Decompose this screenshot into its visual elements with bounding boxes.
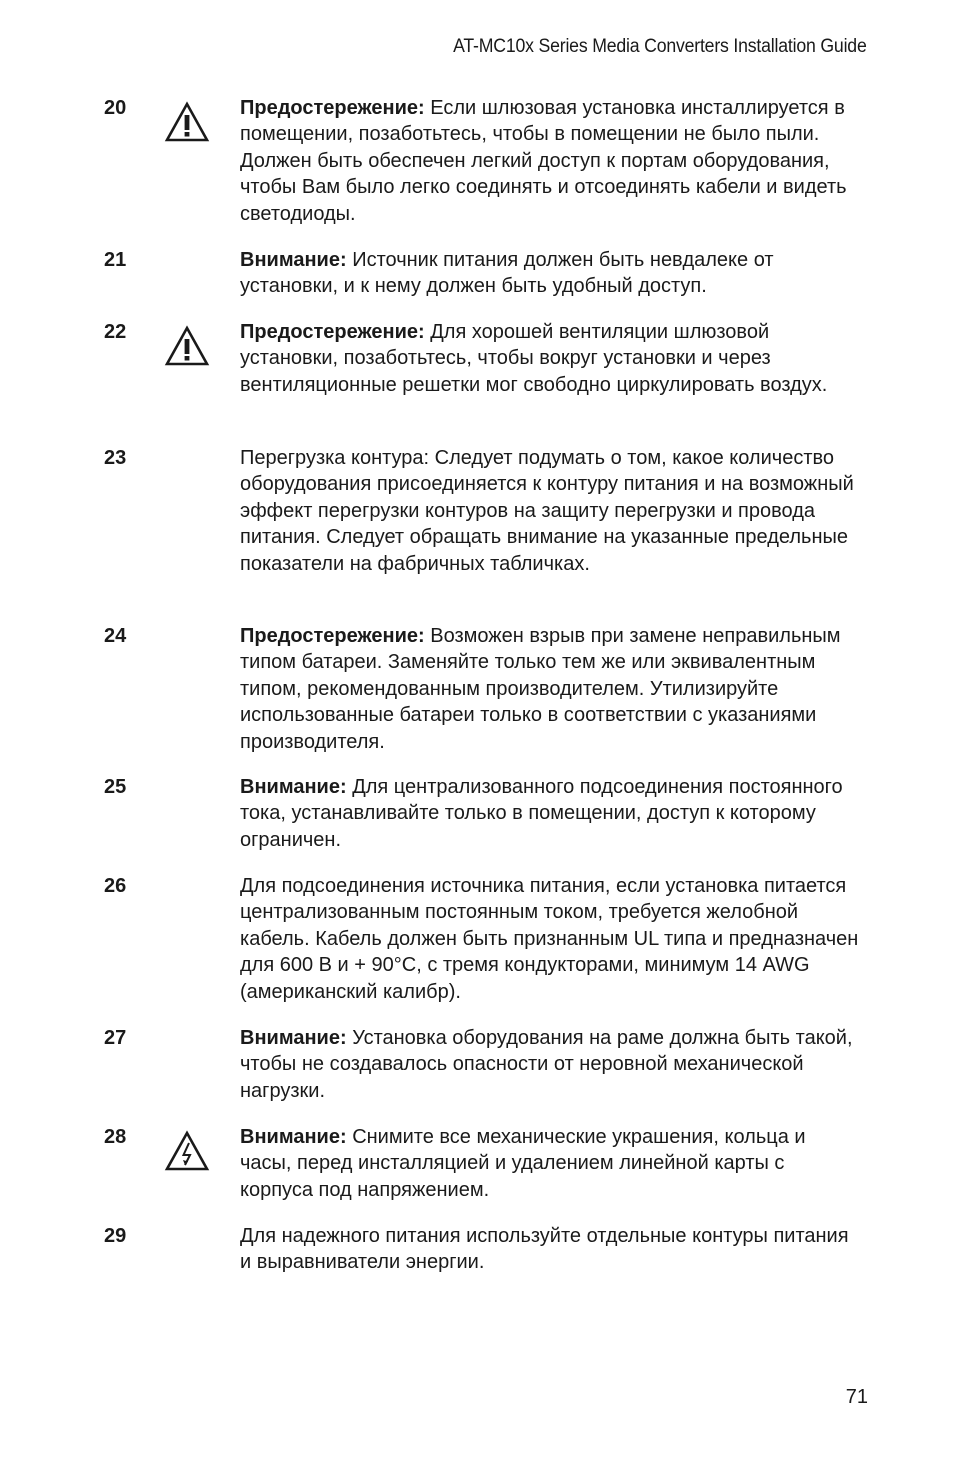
entry-text [240, 1223, 860, 1276]
entry-label: Внимание: [240, 1126, 347, 1148]
entry-body: Для подсоединения источника питания, если установка питается централизованным постоянным током, требуется желобной кабель. Кабель должен быть признанным UL типа и предназначен для 600 В и + 90°C, с тремя кондукторами, минимум 14 AWG (американский калибр). [240, 875, 859, 1003]
entry-number: 27 [104, 1027, 127, 1049]
entry-text [240, 95, 860, 227]
entry-number: 20 [104, 97, 127, 119]
entry-body: Снимите все механические украшения, кольца и часы, перед инсталляцией и удалением линейной карты с корпуса под напряжением. [240, 1126, 806, 1201]
entry-text [240, 873, 860, 1005]
entry-body: Если шлюзовая установка инсталлируется в помещении, позаботьтесь, чтобы в помещении не было пыли. Должен быть обеспечен легкий доступ к портам оборудования, чтобы Вам было легко соединять и отсоединять кабели и видеть светодиоды. [240, 97, 847, 225]
entry-text [240, 247, 860, 300]
electrical-hazard-icon [164, 1130, 210, 1172]
entry-number: 25 [104, 776, 127, 798]
entry-body: Для хорошей вентиляции шлюзовой установки, позаботьтесь, чтобы вокруг установки и через вентиляционные решетки мог свободно циркулировать воздух. [240, 321, 828, 396]
entry-label: Внимание: [240, 1027, 347, 1049]
entry-label: Предостережение: [240, 625, 425, 647]
entry-body: Установка оборудования на раме должна быть такой, чтобы не создавалось опасности от неровной механической нагрузки. [240, 1027, 853, 1102]
entry-number: 24 [104, 625, 127, 647]
entry-label: Предостережение: [240, 321, 425, 343]
entry-text [240, 1025, 860, 1104]
entry-number: 23 [104, 447, 127, 469]
page-header: AT-MC10x Series Media Converters Installation Guide [453, 36, 867, 57]
entry-text [240, 1124, 860, 1203]
entry-body: Перегрузка контура: Следует подумать о том, какое количество оборудования присоединяется к контуру питания и на возможный эффект перегрузки контуров на защиту перегрузки и провода питания. Следует обращать внимание на указанные предельные показатели на фабричных табличках. [240, 447, 854, 575]
warning-icon [164, 101, 210, 143]
page-number: 71 [845, 1386, 868, 1408]
entry-text [240, 774, 860, 853]
entry-text [240, 445, 860, 577]
entry-body: Для централизованного подсоединения постоянного тока, устанавливайте только в помещении, доступ к которому ограничен. [240, 776, 843, 851]
entry-text [240, 623, 860, 755]
entry-number: 26 [104, 875, 127, 897]
entry-number: 21 [104, 249, 127, 271]
entry-body: Для надежного питания используйте отдельные контуры питания и выравниватели энергии. [240, 1225, 849, 1274]
entry-label: Предостережение: [240, 97, 425, 119]
entry-text [240, 319, 860, 398]
entry-body: Источник питания должен быть невдалеке от установки, и к нему должен быть удобный доступ. [240, 249, 774, 298]
entry-body: Возможен взрыв при замене неправильным типом батареи. Заменяйте только тем же или эквивалентным типом, рекомендованным производителем. Утилизируйте использованные батареи только в соответствии с указаниями производителя. [240, 625, 841, 753]
entry-number: 29 [104, 1225, 127, 1247]
warning-icon [164, 325, 210, 367]
entry-label: Внимание: [240, 776, 347, 798]
entry-number: 22 [104, 321, 127, 343]
entry-label: Внимание: [240, 249, 347, 271]
entry-number: 28 [104, 1126, 127, 1148]
